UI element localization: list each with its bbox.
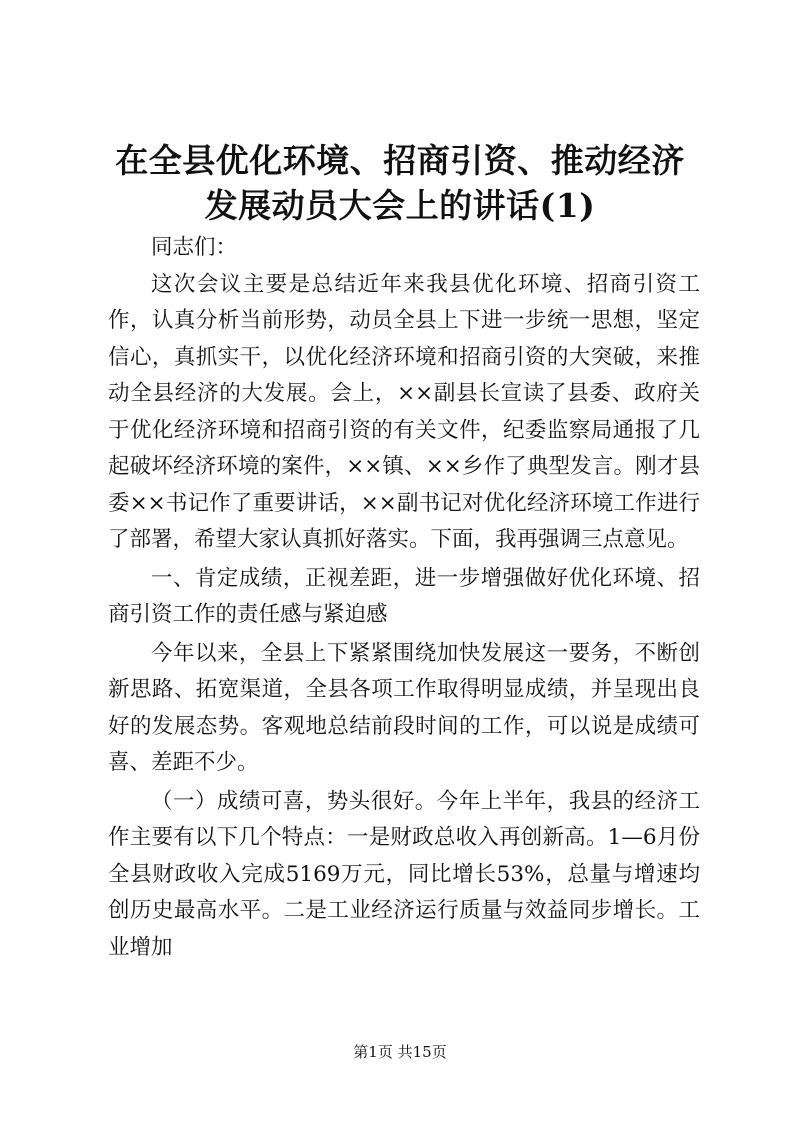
intro-paragraph: 这次会议主要是总结近年来我县优化环境、招商引资工作，认真分析当前形势，动员全县上下进一步统一思想，坚定信心，真抓实干，以优化经济环境和招商引资的大突破，来推动全县经济的大发展。会上，××副县长宣读了县委、政府关于优化经济环境和招商引资的有关文件，纪委监察局通报了几起破坏经济环境的案件，××镇、××乡作了典型发言。刚才县委××书记作了重要讲话，××副书记对优化经济环境工作进行了部署，希望大家认真抓好落实。下面，我再强调三点意见。: [108, 271, 700, 552]
page-footer: 第1页 共15页: [353, 1043, 447, 1061]
subsection-paragraph: （一）成绩可喜，势头很好。今年上半年，我县的经济工作主要有以下几个特点：一是财政总收入再创新高。1—6月份全县财政收入完成5169万元，同比增长53%，总量与增速均创历史最高水平。二是工业经济运行质量与效益同步增长。工业增加: [108, 788, 700, 960]
section-heading-1: 一、肯定成绩，正视差距，进一步增强做好优化环境、招商引资工作的责任感与紧迫感: [108, 565, 700, 627]
body-paragraph: 今年以来，全县上下紧紧围绕加快发展这一要务，不断创新思路、拓宽渠道，全县各项工作取得明显成绩，并呈现出良好的发展态势。客观地总结前段时间的工作，可以说是成绩可喜、差距不少。: [108, 640, 700, 775]
salutation-paragraph: 同志们：: [151, 235, 238, 260]
document-body: [108, 230, 700, 966]
document-title: 在全县优化环境、招商引资、推动经济发展动员大会上的讲话(1): [115, 141, 685, 225]
